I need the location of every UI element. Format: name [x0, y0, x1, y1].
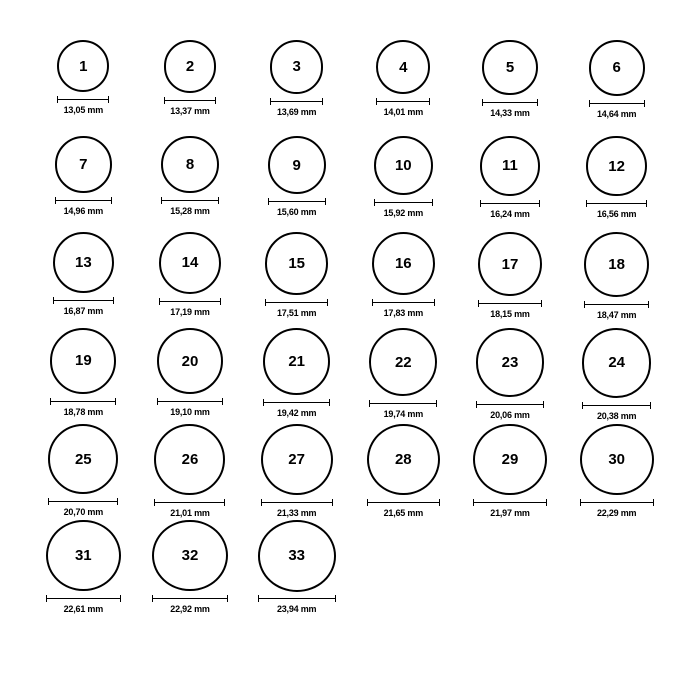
measure-line: [582, 405, 652, 406]
diameter-measure-bar: [268, 198, 326, 205]
diameter-label: 20,38 mm: [596, 410, 637, 421]
ring-size-cell: [243, 232, 350, 326]
diameter-label: 22,92 mm: [170, 604, 210, 614]
ring-circle: [372, 232, 435, 295]
ring-size-number: 7: [79, 155, 88, 173]
diameter-label: 21,01 mm: [170, 508, 210, 518]
ring-size-number: 23: [501, 353, 519, 371]
diameter-label: 21,65 mm: [383, 508, 424, 518]
ring-circle: [57, 40, 109, 92]
ring-size-cell: [457, 424, 564, 518]
ring-size-cell: [137, 520, 244, 614]
measure-line: [580, 502, 654, 503]
ring-size-cell: [30, 424, 137, 518]
ring-size-cell: [243, 136, 350, 230]
ring-size-number: 30: [608, 451, 625, 469]
diameter-measure-bar: [584, 301, 649, 308]
ring-circle: [50, 328, 116, 394]
diameter-measure-bar: [57, 96, 109, 103]
diameter-label: 19,42 mm: [276, 408, 317, 419]
ring-size-cell: [137, 328, 244, 422]
ring-size-cell: [350, 136, 457, 230]
measure-line: [57, 99, 109, 100]
ring-size-cell: [563, 136, 670, 230]
diameter-label: 21,33 mm: [276, 508, 317, 518]
measure-line: [478, 303, 542, 304]
ring-size-cell: [30, 232, 137, 326]
ring-size-cell: [350, 232, 457, 326]
ring-circle: [473, 424, 546, 495]
diameter-label: 17,51 mm: [276, 307, 317, 318]
measure-line: [159, 301, 221, 302]
diameter-measure-bar: [164, 97, 217, 104]
ring-circle: [480, 136, 540, 196]
diameter-label: 19,74 mm: [383, 409, 424, 419]
ring-size-number: 1: [79, 57, 88, 75]
ring-size-number: 5: [505, 59, 515, 77]
measure-line: [55, 200, 112, 201]
ring-circle: [270, 40, 324, 94]
ring-circle: [376, 40, 430, 94]
ring-size-number: 16: [394, 255, 412, 273]
ring-size-number: 21: [288, 353, 305, 371]
ring-size-number: 10: [394, 156, 412, 174]
diameter-label: 21,97 mm: [490, 508, 530, 518]
diameter-measure-bar: [372, 299, 435, 306]
ring-circle: [261, 424, 333, 495]
ring-size-cell: [350, 40, 457, 134]
ring-circle: [152, 520, 228, 591]
ring-circle: [268, 136, 326, 194]
ring-circle: [55, 136, 112, 193]
diameter-label: 17,19 mm: [170, 306, 210, 317]
ring-size-number: 31: [74, 547, 92, 565]
diameter-label: 15,92 mm: [383, 207, 424, 218]
ring-size-number: 26: [181, 451, 199, 468]
measure-line: [265, 302, 328, 303]
measure-line: [157, 401, 223, 402]
diameter-measure-bar: [374, 199, 433, 206]
measure-line: [476, 404, 545, 405]
ring-circle: [53, 232, 114, 293]
measure-line: [154, 502, 225, 503]
ring-circle: [584, 232, 649, 297]
ring-circle: [369, 328, 437, 396]
diameter-measure-bar: [265, 299, 328, 306]
ring-size-cell: [137, 424, 244, 518]
diameter-measure-bar: [159, 298, 221, 305]
ring-size-cell: [243, 40, 350, 134]
measure-line: [372, 302, 435, 303]
measure-line: [584, 304, 649, 305]
ring-size-cell: [350, 328, 457, 422]
diameter-label: 22,29 mm: [596, 508, 637, 518]
diameter-measure-bar: [152, 595, 228, 602]
ring-size-number: 24: [608, 354, 625, 372]
ring-size-number: 32: [181, 547, 199, 565]
diameter-measure-bar: [480, 200, 540, 207]
diameter-measure-bar: [367, 499, 440, 506]
diameter-measure-bar: [586, 200, 646, 207]
ring-size-number: 33: [288, 547, 305, 565]
diameter-measure-bar: [589, 100, 645, 107]
ring-circle: [476, 328, 545, 397]
diameter-measure-bar: [478, 300, 542, 307]
diameter-label: 14,01 mm: [383, 107, 424, 118]
diameter-measure-bar: [580, 499, 654, 506]
measure-line: [589, 103, 645, 104]
ring-circle: [265, 232, 328, 295]
measure-line: [164, 100, 217, 101]
ring-circle: [258, 520, 336, 592]
ring-size-number: 15: [288, 254, 305, 272]
ring-circle: [478, 232, 542, 296]
ring-circle: [589, 40, 645, 96]
diameter-measure-bar: [270, 98, 324, 105]
ring-size-cell: [30, 520, 137, 614]
diameter-label: 19,10 mm: [170, 407, 210, 418]
measure-line: [50, 401, 116, 402]
diameter-measure-bar: [48, 498, 118, 505]
ring-circle: [159, 232, 221, 294]
ring-circle: [164, 40, 217, 93]
diameter-label: 18,47 mm: [596, 309, 637, 320]
ring-circle: [482, 40, 537, 95]
ring-circle: [161, 136, 218, 193]
ring-size-cell: [457, 40, 564, 134]
ring-size-number: 18: [608, 255, 625, 273]
diameter-measure-bar: [161, 197, 218, 204]
measure-line: [268, 201, 326, 202]
diameter-label: 20,06 mm: [490, 409, 530, 420]
diameter-label: 13,37 mm: [170, 105, 210, 116]
diameter-label: 17,83 mm: [383, 308, 424, 319]
diameter-label: 23,94 mm: [276, 604, 317, 614]
ring-size-number: 11: [502, 157, 518, 175]
diameter-measure-bar: [46, 595, 121, 602]
ring-size-cell: [457, 136, 564, 230]
ring-circle: [374, 136, 433, 195]
diameter-measure-bar: [473, 499, 546, 506]
diameter-label: 16,87 mm: [63, 306, 104, 317]
diameter-label: 18,15 mm: [490, 309, 530, 320]
ring-size-number: 27: [288, 451, 305, 469]
measure-line: [586, 203, 646, 204]
ring-size-cell: [350, 424, 457, 518]
diameter-label: 16,56 mm: [596, 209, 637, 220]
ring-circle: [48, 424, 118, 494]
measure-line: [261, 502, 333, 503]
diameter-measure-bar: [261, 499, 333, 506]
ring-size-number: 25: [74, 450, 92, 468]
ring-size-cell: [563, 232, 670, 326]
diameter-measure-bar: [376, 98, 430, 105]
ring-size-number: 22: [394, 353, 412, 371]
ring-size-cell: [457, 232, 564, 326]
ring-size-number: 28: [394, 451, 412, 469]
diameter-measure-bar: [55, 197, 112, 204]
ring-size-number: 13: [74, 254, 92, 272]
ring-size-cell: [30, 328, 137, 422]
ring-circle: [157, 328, 223, 394]
ring-circle: [586, 136, 646, 196]
measure-line: [152, 598, 228, 599]
ring-size-cell: [563, 40, 670, 134]
measure-line: [161, 200, 218, 201]
ring-size-number: 3: [292, 58, 301, 76]
ring-circle: [367, 424, 440, 495]
measure-line: [48, 501, 118, 502]
ring-circle: [580, 424, 654, 495]
measure-line: [263, 402, 330, 403]
measure-line: [480, 203, 540, 204]
diameter-measure-bar: [53, 297, 114, 304]
diameter-measure-bar: [582, 402, 652, 409]
measure-line: [374, 202, 433, 203]
diameter-measure-bar: [369, 400, 437, 407]
ring-size-number: 2: [185, 57, 195, 75]
ring-circle: [46, 520, 121, 591]
ring-size-number: 9: [292, 156, 301, 174]
measure-line: [53, 300, 114, 301]
ring-size-cell: [563, 328, 670, 422]
diameter-label: 22,61 mm: [63, 604, 104, 614]
ring-size-cell: [457, 328, 564, 422]
diameter-measure-bar: [263, 399, 330, 406]
diameter-label: 20,70 mm: [63, 507, 104, 518]
diameter-label: 18,78 mm: [63, 406, 104, 417]
diameter-label: 16,24 mm: [490, 208, 530, 219]
ring-size-cell: [137, 40, 244, 134]
measure-line: [473, 502, 546, 503]
ring-size-cell: [137, 232, 244, 326]
ring-size-cell: [243, 328, 350, 422]
diameter-label: 14,33 mm: [490, 108, 530, 119]
ring-size-number: 4: [399, 58, 408, 76]
ring-size-number: 19: [74, 352, 92, 370]
diameter-measure-bar: [258, 596, 336, 602]
measure-line: [46, 598, 121, 599]
diameter-measure-bar: [154, 499, 225, 506]
ring-size-number: 20: [181, 352, 199, 370]
diameter-measure-bar: [157, 398, 223, 405]
ring-size-cell: [137, 136, 244, 230]
ring-size-cell: [30, 136, 137, 230]
diameter-label: 13,69 mm: [276, 106, 317, 117]
ring-size-cell: [30, 40, 137, 134]
measure-line: [376, 101, 430, 102]
diameter-measure-bar: [482, 99, 537, 106]
diameter-measure-bar: [476, 401, 545, 408]
measure-line: [482, 102, 537, 103]
ring-size-cell: [243, 424, 350, 518]
ring-circle: [263, 328, 330, 395]
ring-size-grid: [30, 40, 670, 614]
ring-size-number: 29: [501, 451, 519, 469]
diameter-label: 13,05 mm: [63, 105, 104, 115]
ring-circle: [154, 424, 225, 495]
ring-size-cell: [563, 424, 670, 518]
ring-size-number: 8: [185, 156, 195, 174]
measure-line: [258, 598, 336, 599]
ring-size-number: 12: [608, 157, 625, 175]
ring-size-number: 6: [612, 59, 621, 77]
measure-line: [369, 403, 437, 404]
diameter-label: 14,64 mm: [596, 108, 637, 119]
ring-circle: [582, 328, 652, 398]
ring-size-number: 14: [181, 254, 199, 272]
measure-line: [367, 502, 440, 503]
diameter-label: 15,60 mm: [276, 207, 317, 218]
measure-line: [270, 101, 324, 102]
ring-size-number: 17: [501, 255, 519, 273]
diameter-label: 14,96 mm: [63, 205, 104, 216]
diameter-measure-bar: [50, 398, 116, 405]
diameter-label: 15,28 mm: [170, 206, 210, 217]
ring-size-cell: [243, 520, 350, 614]
